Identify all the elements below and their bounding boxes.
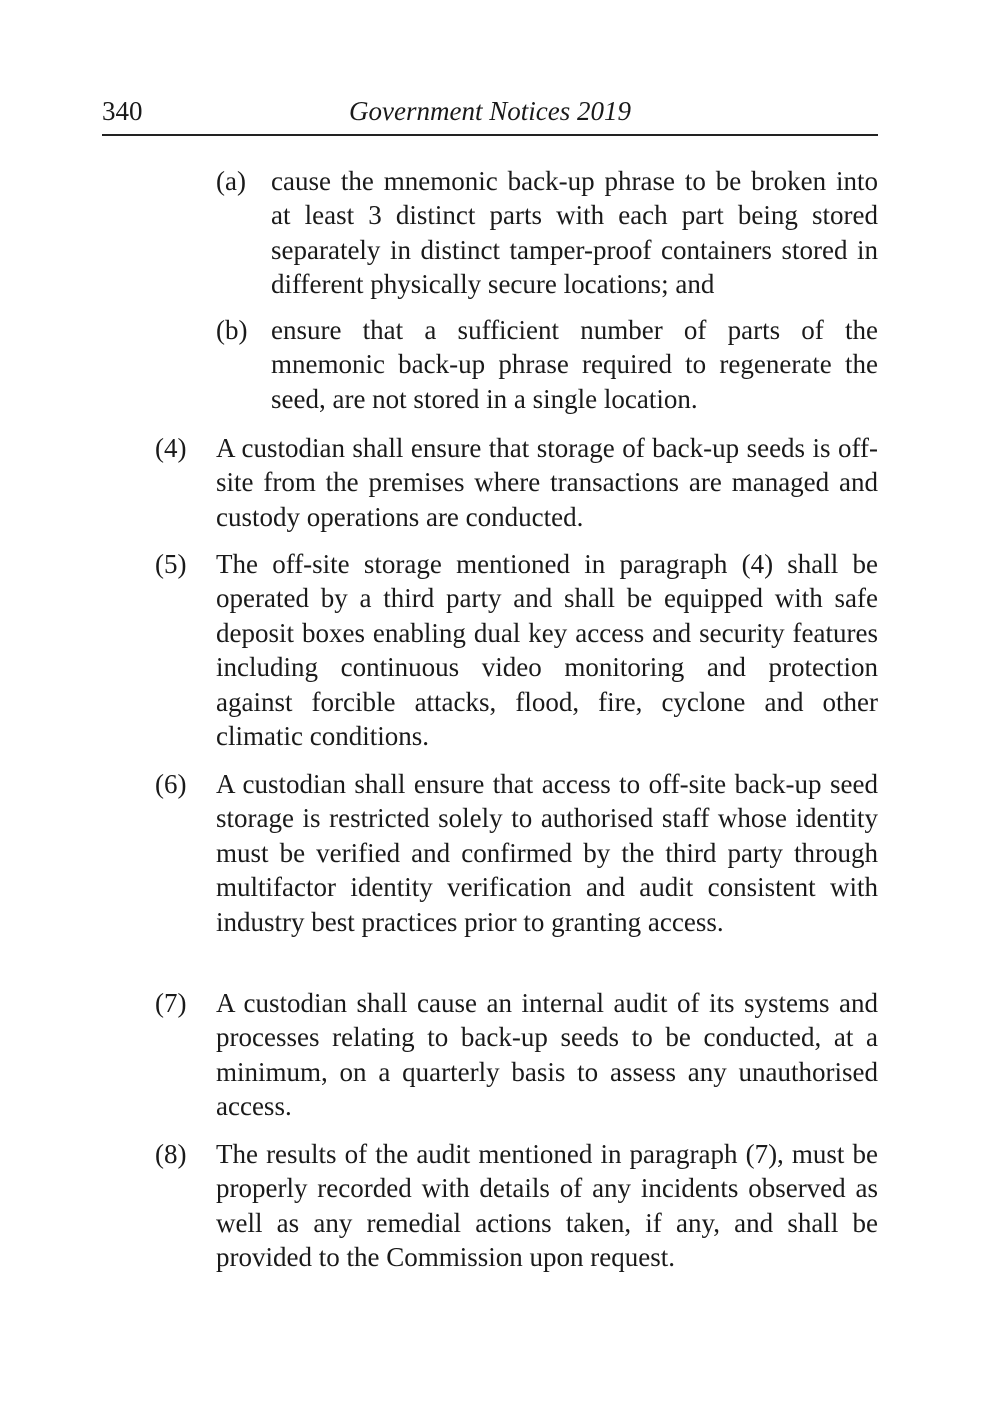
subparagraph-label-b: (b) <box>216 315 248 345</box>
page-number: 340 <box>102 96 143 126</box>
paragraph-label-4: (4) <box>155 433 187 463</box>
paragraph-label-5: (5) <box>155 549 187 579</box>
paragraph-text-6: A custodian shall ensure that access to off-site back-up seed storage is restricted solely to authorised staff whose identity must be verified and confirmed by the third party through multifactor identity verification and audit consistent with industry best practices prior to granting access. <box>216 769 878 937</box>
running-head-title: Government Notices 2019 <box>349 96 631 126</box>
paragraph-label-7: (7) <box>155 988 187 1018</box>
subparagraph-text-b: ensure that a sufficient number of parts of the mnemonic back-up phrase required to regenerate the seed, are not stored in a single location. <box>271 315 878 414</box>
paragraph-text-5: The off-site storage mentioned in paragraph (4) shall be operated by a third party and shall be equipped with safe deposit boxes enabling dual key access and security features including continuous video monitoring and protection against forcible attacks, flood, fire, cyclone and other climatic conditions. <box>216 549 878 752</box>
subparagraph-text-a: cause the mnemonic back-up phrase to be broken into at least 3 distinct parts with each part being stored separately in distinct tamper-proof containers stored in different physically secure locations; and <box>271 166 878 300</box>
paragraph-label-8: (8) <box>155 1139 187 1169</box>
subparagraph-label-a: (a) <box>216 166 246 196</box>
page-header <box>102 92 878 136</box>
paragraph-text-8: The results of the audit mentioned in paragraph (7), must be properly recorded with details of any incidents observed as well as any remedial actions taken, if any, and shall be provided to the Commission upon request. <box>216 1139 878 1273</box>
paragraph-text-4: A custodian shall ensure that storage of back-up seeds is off-site from the premises where transactions are managed and custody operations are conducted. <box>216 433 878 532</box>
paragraph-label-6: (6) <box>155 769 187 799</box>
paragraph-text-7: A custodian shall cause an internal audit of its systems and processes relating to back-up seeds to be conducted, at a minimum, on a quarterly basis to assess any unauthorised access. <box>216 988 878 1122</box>
